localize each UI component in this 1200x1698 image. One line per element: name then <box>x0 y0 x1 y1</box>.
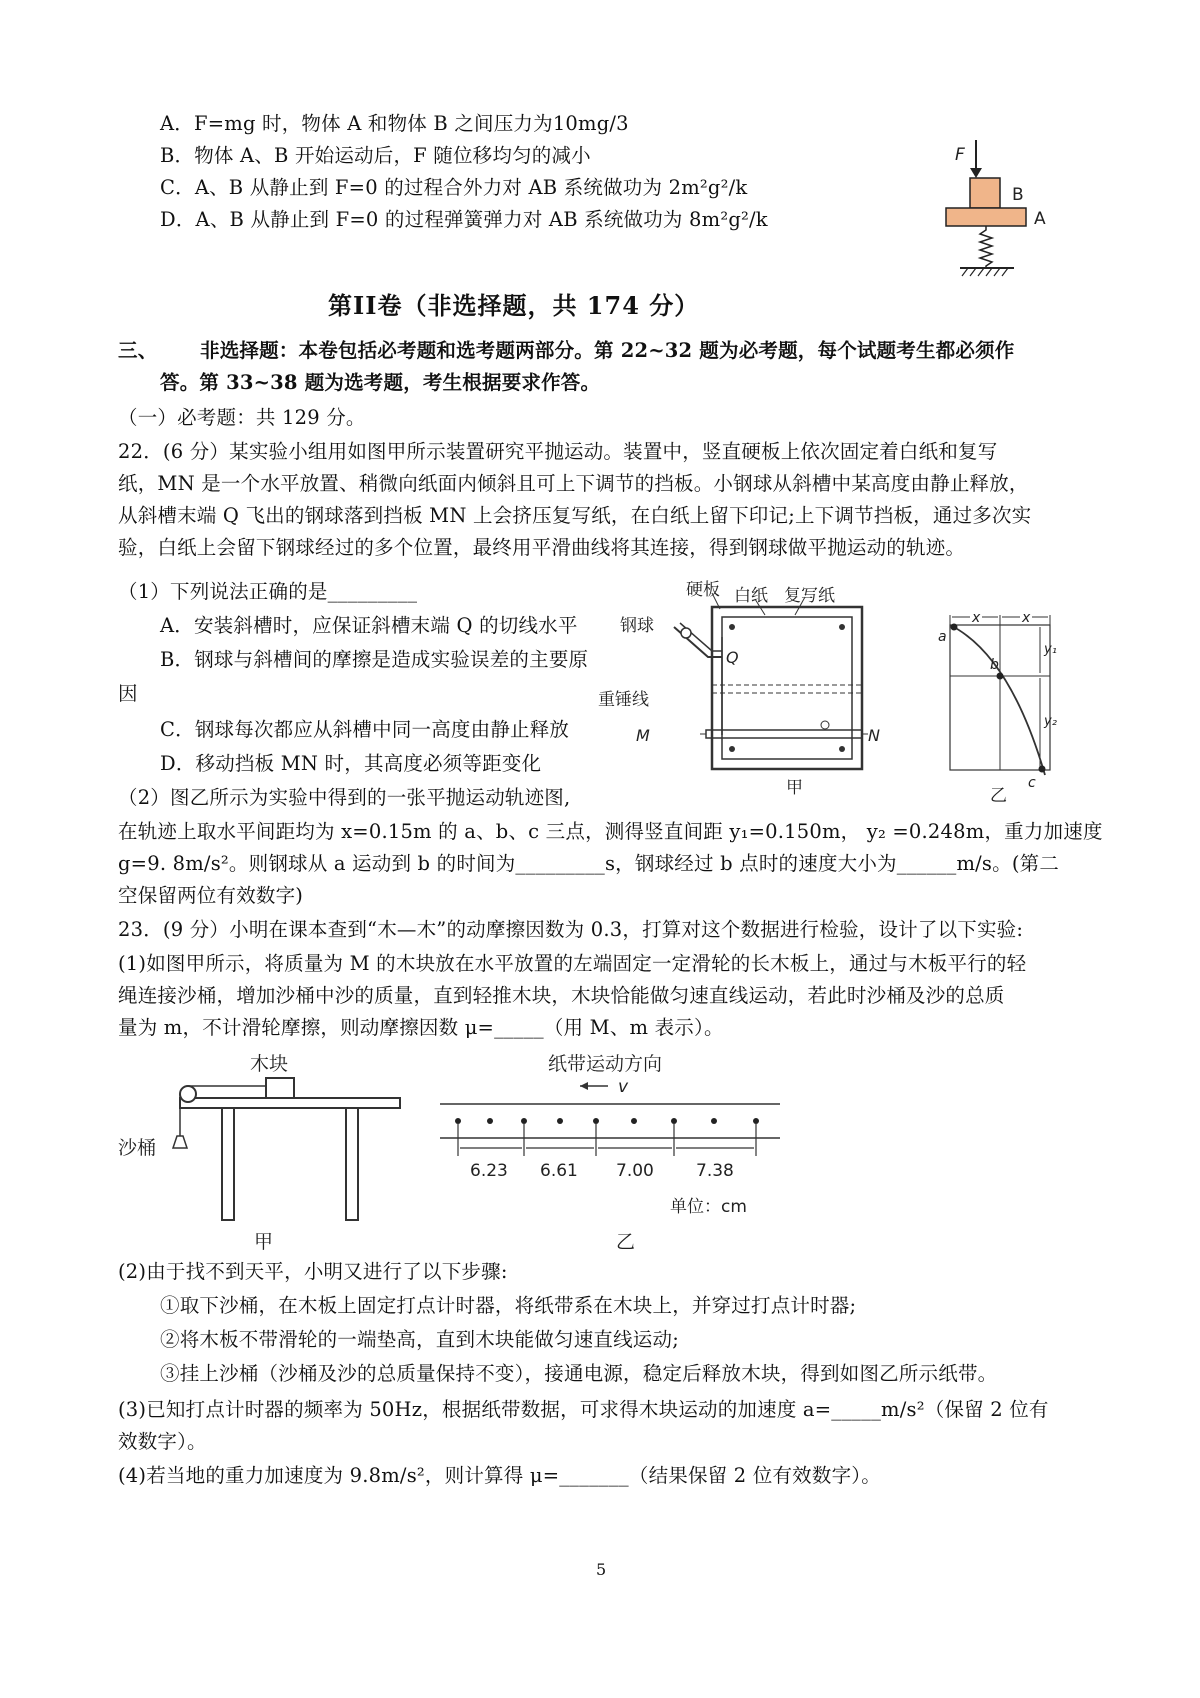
q22-line-3: 从斜槽末端 Q 飞出的钢球落到挡板 MN 上会挤压复写纸，在白纸上留下印记;上下调节挡板，通过多次实 <box>118 504 1032 527</box>
q22-option-b: B．钢球与斜槽间的摩擦是造成实验误差的主要原 <box>160 648 589 671</box>
block-a <box>946 208 1026 226</box>
q22-option-c: C．钢球每次都应从斜槽中同一高度由静止释放 <box>160 718 570 741</box>
point-a-label: a <box>938 629 947 645</box>
x-label-2: x <box>1022 610 1031 626</box>
q22-line-7: 空保留两位有效数字) <box>118 884 304 907</box>
q23-line-2: (1)如图甲所示，将质量为 M 的木块放在水平放置的左端固定一定滑轮的长木板上，通过与木板平行的轻 <box>118 952 1027 975</box>
q23-line-1: 23．(9 分）小明在课本查到“木—木”的动摩擦因数为 0.3，打算对这个数据进行检验，设计了以下实验: <box>118 918 1024 941</box>
q22-line-4: 验，白纸上会留下钢球经过的多个位置，最终用平滑曲线将其连接，得到钢球做平抛运动的轨迹。 <box>118 536 966 559</box>
point-m-label: M <box>636 726 650 745</box>
option-d: D．A、B 从静止到 F=0 的过程弹簧弹力对 AB 系统做功为 8m²g²/k <box>160 208 768 231</box>
q23-sub-3-cont: 效数字）。 <box>118 1430 207 1453</box>
y2-label: y₂ <box>1044 714 1057 729</box>
trajectory-figure <box>930 610 1060 806</box>
fig23-jia-caption: 甲 <box>254 1231 274 1253</box>
q22-option-b-cont: 因 <box>118 682 138 705</box>
force-label: F <box>955 145 965 165</box>
section-heading-2: 答。第 33~38 题为选考题，考生根据要求作答。 <box>160 371 601 394</box>
q22-line-1: 22．(6 分）某实验小组用如图甲所示装置研究平抛运动。装置中，竖直硬板上依次固定着白纸和复写 <box>118 440 998 463</box>
q22-line-5: 在轨迹上取水平间距均为 x=0.15m 的 a、b、c 三点，测得竖直间距 y₁=0.150m， y₂ =0.248m，重力加速度 <box>118 820 1103 843</box>
plumb-line-label: 重锤线 <box>598 690 649 710</box>
figure-jia-caption: 甲 <box>786 778 803 798</box>
q22-sub-2: （2）图乙所示为实验中得到的一张平抛运动轨迹图, <box>118 786 571 809</box>
white-paper-label: 白纸 <box>734 586 768 606</box>
distance-1: 6.23 <box>470 1161 508 1181</box>
q23-step-1: ①取下沙桶，在木板上固定打点计时器，将纸带系在木块上，并穿过打点计时器; <box>160 1294 857 1317</box>
fig23-yi-caption: 乙 <box>616 1231 636 1253</box>
q22-line-2: 纸，MN 是一个水平放置、稍微向纸面内倾斜且可上下调节的挡板。小钢球从斜槽中某高度由静止释放， <box>118 472 1029 495</box>
section-number: 三、 <box>118 339 158 362</box>
hardboard-label: 硬板 <box>686 580 720 600</box>
q23-sub-4: (4)若当地的重力加速度为 9.8m/s²，则计算得 μ=_______（结果保留 2 位有效数字）。 <box>118 1464 881 1487</box>
spring-figure <box>930 140 1050 280</box>
bucket-label: 沙桶 <box>118 1137 157 1159</box>
option-a: A．F=mg 时，物体 A 和物体 B 之间压力为10mg/3 <box>160 112 629 135</box>
q22-option-a: A．安装斜槽时，应保证斜槽末端 Q 的切线水平 <box>160 614 578 637</box>
tape-figure <box>440 1052 800 1252</box>
y1-label: y₁ <box>1044 642 1057 657</box>
distance-4: 7.38 <box>696 1161 734 1181</box>
q23-sub-2: (2)由于找不到天平，小明又进行了以下步骤: <box>118 1260 508 1283</box>
tape-direction-label: 纸带运动方向 <box>548 1053 663 1075</box>
option-c: C．A、B 从静止到 F=0 的过程合外力对 AB 系统做功为 2m²g²/k <box>160 176 748 199</box>
block-label: 木块 <box>250 1053 289 1075</box>
distance-2: 6.61 <box>540 1161 578 1181</box>
point-c-label: c <box>1028 775 1036 791</box>
page-number: 5 <box>596 1560 607 1579</box>
q23-line-3: 绳连接沙桶，增加沙桶中沙的质量，直到轻推木块，木块恰能做匀速直线运动，若此时沙桶及沙的总质 <box>118 984 1005 1007</box>
point-b-label: b <box>990 657 999 673</box>
figure-yi-caption: 乙 <box>990 786 1007 806</box>
carbon-paper-label: 复写纸 <box>784 586 835 606</box>
x-label-1: x <box>972 610 981 626</box>
q22-sub-1: （1）下列说法正确的是_________ <box>118 580 418 603</box>
section-title: 第II卷（非选择题，共 174 分） <box>328 291 700 320</box>
q22-line-6: g=9. 8m/s²。则钢球从 a 运动到 b 的时间为_________s，钢球经过 b 点时的速度大小为______m/s。(第二 <box>118 852 1060 875</box>
point-n-label: N <box>868 726 880 745</box>
q23-step-3: ③挂上沙桶（沙桶及沙的总质量保持不变），接通电源，稳定后释放木块，得到如图乙所示纸带。 <box>160 1362 998 1385</box>
section-heading-1: 非选择题：本卷包括必考题和选考题两部分。第 22~32 题为必考题，每个试题考生都必须作 <box>200 339 1015 362</box>
velocity-label: v <box>618 1077 629 1097</box>
q23-step-2: ②将木板不带滑轮的一端垫高，直到木块能做匀速直线运动; <box>160 1328 679 1351</box>
block-b <box>970 178 1000 208</box>
q23-line-4: 量为 m，不计滑轮摩擦，则动摩擦因数 μ=_____（用 M、m 表示）。 <box>118 1016 724 1039</box>
distance-3: 7.00 <box>616 1161 654 1181</box>
block-a-label: A <box>1034 209 1046 229</box>
table-figure <box>118 1052 418 1252</box>
q22-option-d: D．移动挡板 MN 时，其高度必须等距变化 <box>160 752 542 775</box>
block-b-label: B <box>1012 185 1024 205</box>
required-heading: （一）必考题：共 129 分。 <box>118 406 366 429</box>
point-q-label: Q <box>726 648 739 667</box>
q23-sub-3: (3)已知打点计时器的频率为 50Hz，根据纸带数据，可求得木块运动的加速度 a=_____m/s²（保留 2 位有 <box>118 1398 1049 1421</box>
unit-label: 单位：cm <box>670 1197 747 1217</box>
option-b: B．物体 A、B 开始运动后，F 随位移均匀的减小 <box>160 144 591 167</box>
steel-ball-label: 钢球 <box>620 616 654 636</box>
spring <box>980 226 992 268</box>
apparatus-figure <box>598 580 880 798</box>
